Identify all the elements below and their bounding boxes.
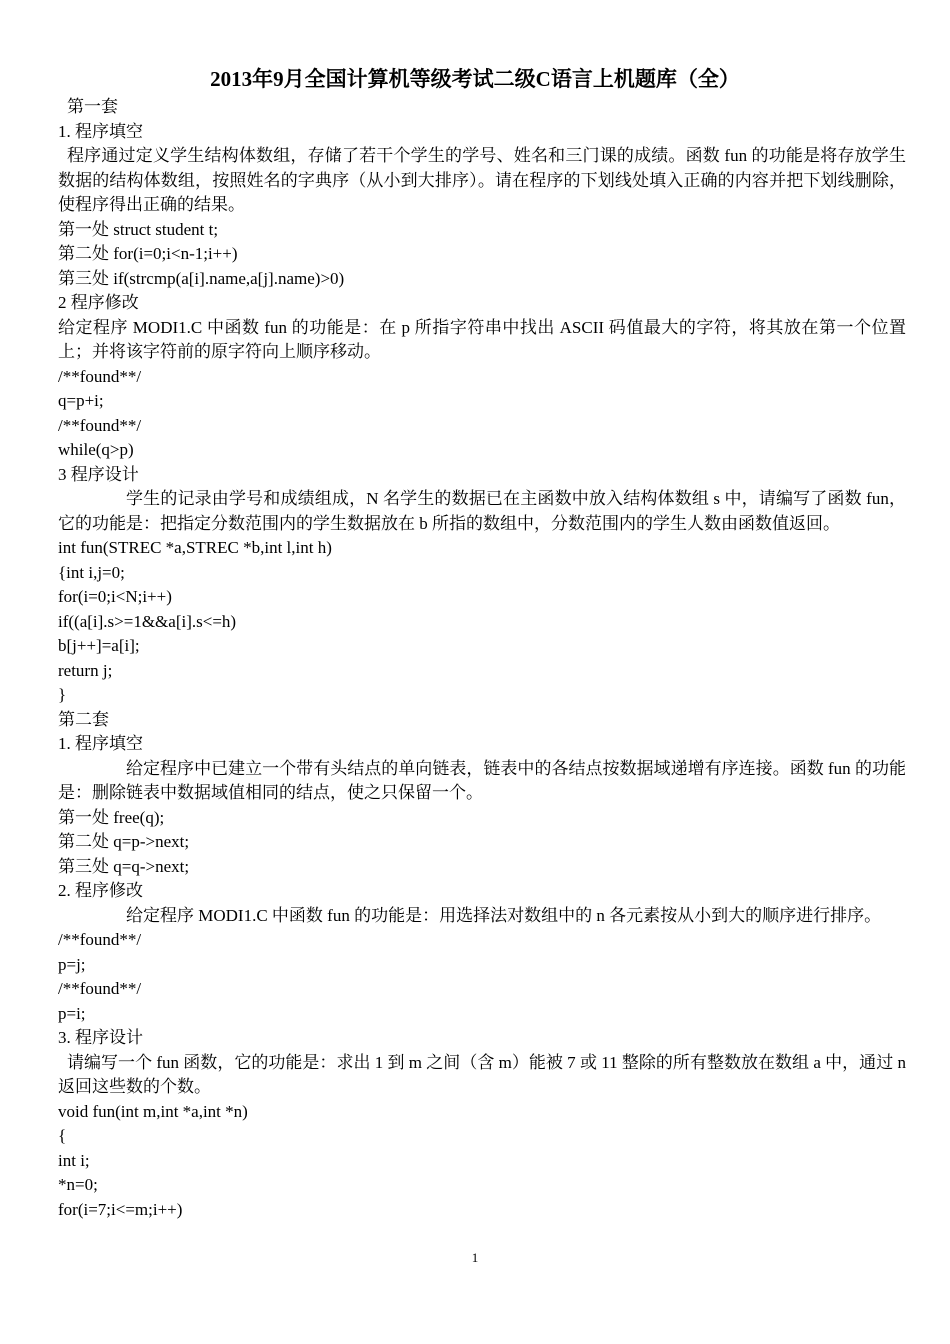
body-line: 第一处 free(q); (58, 807, 165, 827)
body-line: 1. 程序填空 (58, 121, 143, 141)
body-line: 第二套 (58, 709, 109, 729)
body-line: return j; (58, 660, 113, 680)
document-body (58, 95, 906, 1222)
body-paragraph: 请编写一个 fun 函数，它的功能是：求出 1 到 m 之间（含 m）能被 7 或 11 整除的所有整数放在数组 a 中，通过 n 返回这些数的个数。 (58, 1052, 906, 1096)
body-line: /**found**/ (58, 930, 142, 949)
body-line: *n=0; (58, 1175, 98, 1194)
body-line: 3. 程序设计 (58, 1028, 143, 1047)
body-line: /**found**/ (58, 979, 142, 998)
body-line: 1. 程序填空 (58, 734, 143, 753)
body-line: /**found**/ (58, 366, 142, 386)
body-paragraph: 程序通过定义学生结构体数组，存储了若干个学生的学号、姓名和三门课的成绩。函数 fun 的功能是将存放学生数据的结构体数组，按照姓名的字典序（从小到大排序）。请在程序的下划线处填入正确的内容并把下划线删除，使程序得出正确的结果。 (58, 146, 906, 214)
page-number: 1 (471, 1250, 479, 1265)
document-title: 2013年9月全国计算机等级考试二级C语言上机题库（全） (210, 67, 740, 91)
body-line: p=j; (58, 954, 86, 974)
body-line: 第一处 struct student t; (58, 219, 219, 239)
body-line: void fun(int m,int *a,int *n) (58, 1101, 248, 1121)
body-line: 2. 程序修改 (58, 881, 143, 900)
body-line: 第二处 for(i=0;i<n-1;i++) (58, 244, 238, 263)
body-paragraph: 给定程序中已建立一个带有头结点的单向链表，链表中的各结点按数据域递增有序连接。函数 fun 的功能是：删除链表中数据域值相同的结点，使之只保留一个。 (58, 758, 906, 802)
body-line: { (58, 1126, 67, 1145)
body-line: 第二处 q=p->next; (58, 832, 190, 851)
body-line: q=p+i; (58, 391, 104, 410)
body-line: 第三处 q=q->next; (58, 856, 190, 876)
body-line: for(i=7;i<=m;i++) (58, 1199, 183, 1219)
body-line: 2 程序修改 (58, 293, 139, 312)
body-line: /**found**/ (58, 415, 142, 435)
body-line: for(i=0;i<N;i++) (58, 587, 172, 606)
body-paragraph: 给定程序 MODI1.C 中函数 fun 的功能是：在 p 所指字符串中找出 ASCII 码值最大的字符，将其放在第一个位置上；并将该字符前的原字符向上顺序移动。 (58, 317, 906, 361)
body-line: int fun(STREC *a,STREC *b,int l,int h) (58, 538, 332, 557)
body-line: b[j++]=a[i]; (58, 636, 140, 655)
body-line: int i; (58, 1150, 90, 1170)
body-paragraph: 给定程序 MODI1.C 中函数 fun 的功能是：用选择法对数组中的 n 各元素按从小到大的顺序进行排序。 (126, 905, 882, 925)
body-line: while(q>p) (58, 440, 134, 459)
body-line: 第三处 if(strcmp(a[i].name,a[j].name)>0) (58, 268, 345, 288)
body-line: 3 程序设计 (58, 464, 139, 484)
body-line: 第一套 (67, 97, 118, 116)
body-paragraph: 学生的记录由学号和成绩组成，N 名学生的数据已在主函数中放入结构体数组 s 中，请编写了函数 fun，它的功能是：把指定分数范围内的学生数据放在 b 所指的数组中，分数范围内的学生人数由函数值返回。 (58, 489, 906, 533)
body-line: {int i,j=0; (58, 562, 125, 582)
body-line: if((a[i].s>=1&&a[i].s<=h) (58, 611, 237, 631)
body-line: p=i; (58, 1003, 86, 1023)
body-line: } (58, 685, 67, 704)
